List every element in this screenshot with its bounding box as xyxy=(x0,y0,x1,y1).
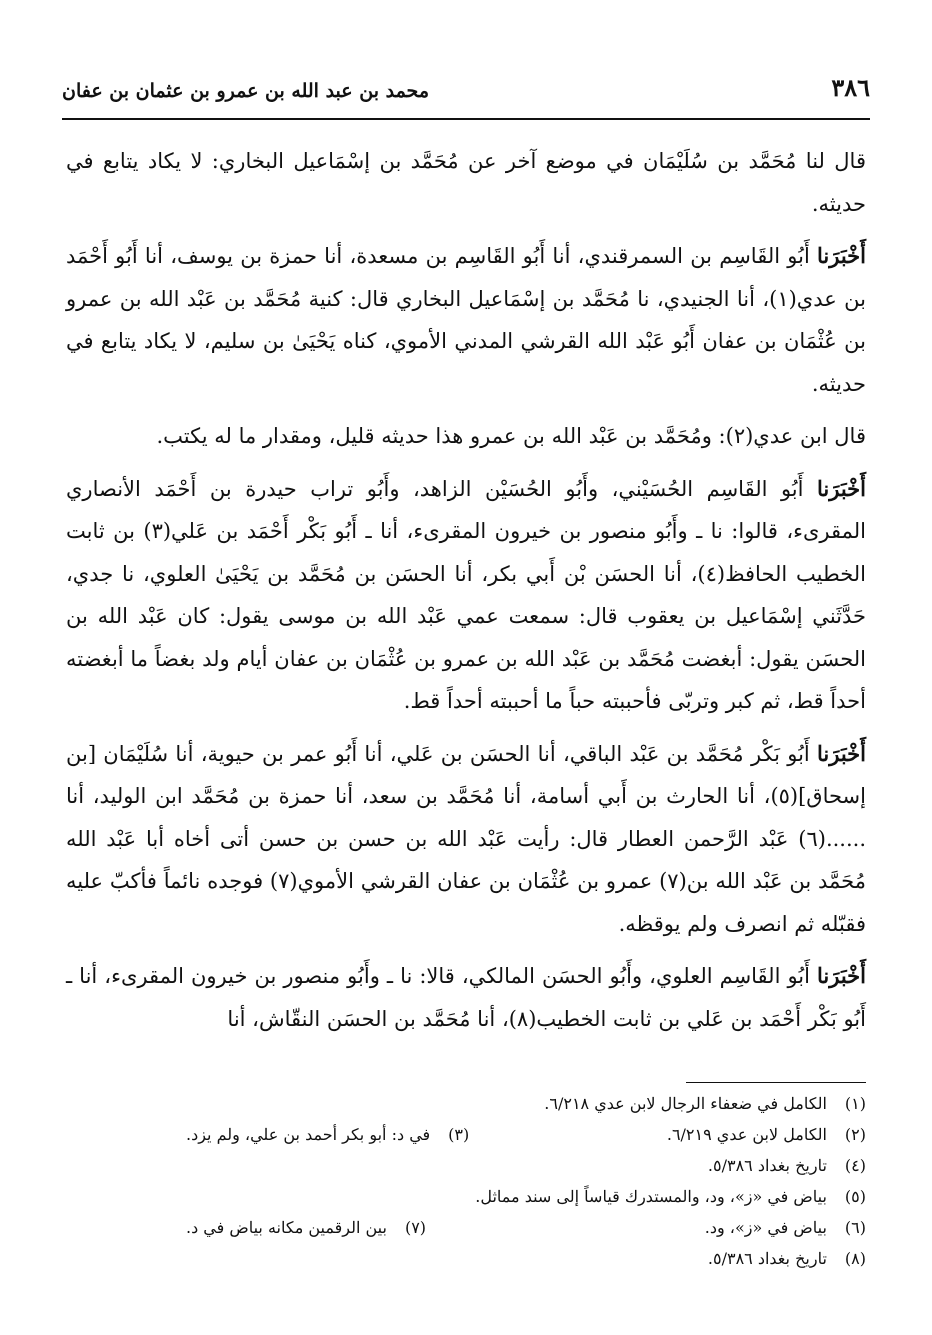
footnote-text: بياض في «ز»، ود. xyxy=(704,1218,827,1237)
footnote-number: (٢) xyxy=(844,1125,866,1144)
footnote-row xyxy=(66,1119,866,1150)
footnote-1 xyxy=(544,1088,866,1119)
footnote-number: (٧) xyxy=(404,1218,427,1237)
footnote-text: في د: أبو بكر أحمد بن علي، ولم يزد. xyxy=(186,1125,431,1144)
footnote-5 xyxy=(475,1181,866,1212)
footnote-6 xyxy=(705,1212,866,1243)
footnote-number: (٦) xyxy=(844,1218,866,1237)
footnote-text: بين الرقمين مكانه بياض في د. xyxy=(186,1218,387,1237)
paragraph-text: أَبُو بَكْر مُحَمَّد بن عَبْد الباقي، أنا الحسَن بن عَلي، أنا أَبُو عمر بن حيوية، أنا سُلَيْمَان [بن إسحاق](٥)، أنا الحارث بن أَبي أسامة، أنا مُحَمَّد بن سعد، أنا حمزة بن مُحَمَّد ابن الوليد، أنا ......(٦) عَبْد الرَّحمن العطار قال: رأيت عَبْد الله بن حسن بن حسن أتى أخاه أبا عَبْد الله مُحَمَّد بن عَبْد الله بن(٧) عمرو بن عُثْمَان بن عفان القرشي الأموي(٧) فوجده نائماً فأكبّ عليه فقبّله ثم انصرف ولم يوقظه. xyxy=(66,741,866,936)
footnote-number: (٥) xyxy=(844,1187,866,1206)
paragraph-text: أَبُو القَاسِم العلوي، وأَبُو الحسَن المالكي، قالا: نا ـ وأَبُو منصور بن خيرون المقرىء، أنا ـ أَبُو بَكْر أَحْمَد بن عَلي بن ثابت الخطيب(٨)، أنا مُحَمَّد بن الحسَن النقّاش، أنا xyxy=(66,964,866,1031)
header-rule xyxy=(62,118,870,120)
paragraph-text: قال لنا مُحَمَّد بن سُلَيْمَان في موضع آخر عن مُحَمَّد بن إسْمَاعيل البخاري: لا يكاد يتابع في حديثه. xyxy=(66,149,866,216)
paragraph-4 xyxy=(66,468,866,723)
footnote-row xyxy=(66,1150,866,1181)
footnote-text: بياض في «ز»، ود، والمستدرك قياساً إلى سند مماثل. xyxy=(475,1187,827,1206)
footnote-text: تاريخ بغداد ٥/٣٨٦. xyxy=(707,1249,827,1268)
footnote-number: (٤) xyxy=(844,1156,866,1175)
footnote-rule xyxy=(686,1082,866,1083)
paragraph-1 xyxy=(66,140,866,225)
page-number: ٣٨٦ xyxy=(831,73,870,102)
page-header xyxy=(62,68,870,102)
paragraph-6 xyxy=(66,955,866,1040)
footnote-2 xyxy=(667,1119,866,1150)
footnote-8 xyxy=(708,1243,866,1274)
paragraph-5 xyxy=(66,733,866,946)
footnote-number: (٨) xyxy=(844,1249,866,1268)
running-title: محمد بن عبد الله بن عمرو بن عثمان بن عفان xyxy=(62,80,429,102)
lead-word: أَخْبَرَنا xyxy=(817,963,866,988)
footnote-row xyxy=(66,1243,866,1274)
lead-word: أَخْبَرَنا xyxy=(817,740,866,766)
footnote-7 xyxy=(66,1212,426,1243)
main-text xyxy=(66,140,866,1050)
footnote-row xyxy=(66,1181,866,1212)
footnote-text: الكامل في ضعفاء الرجال لابن عدي ٦/٢١٨. xyxy=(544,1094,827,1113)
lead-word: أَخْبَرَنا xyxy=(817,475,866,501)
footnote-number: (١) xyxy=(844,1094,866,1113)
paragraph-text: أَبُو القَاسِم الحُسَيْني، وأَبُو الحُسَيْن الزاهد، وأَبُو تراب حيدرة بن أَحْمَد الأنصاري المقرىء، قالوا: نا ـ وأَبُو منصور بن خيرون المقرىء، أنا ـ أَبُو بَكْر أَحْمَد بن عَلي(٣) بن ثابت الخطيب الحافظ(٤)، أنا الحسَن بْن أَبي بكر، أنا الحسَن بن مُحَمَّد بن يَحْيَىٰ العلوي، نا جدي، حَدَّثَني إسْمَاعيل بن يعقوب قال: سمعت عمي عَبْد الله بن موسى يقول: كان عَبْد الله بن الحسَن يقول: أبغضت مُحَمَّد بن عَبْد الله بن عمرو بن عُثْمَان بن عفان أيام ولد بغضاً ما أبغضته أحداً قط، ثم كبر وتربّى فأحببته حباً ما أحببته أحداً قط. xyxy=(66,476,866,713)
paragraph-3 xyxy=(66,415,866,458)
footnote-4 xyxy=(708,1150,866,1181)
footnotes xyxy=(66,1088,866,1274)
footnote-text: تاريخ بغداد ٥/٣٨٦. xyxy=(707,1156,827,1175)
footnote-row xyxy=(66,1212,866,1243)
footnote-number: (٣) xyxy=(448,1125,470,1144)
paragraph-2 xyxy=(66,235,866,405)
footnote-3 xyxy=(66,1119,469,1150)
paragraph-text: قال ابن عدي(٢): ومُحَمَّد بن عَبْد الله بن عمرو هذا حديثه قليل، ومقدار ما له يكتب. xyxy=(156,424,866,448)
lead-word: أَخْبَرَنا xyxy=(817,243,866,268)
paragraph-text: أَبُو القَاسِم بن السمرقندي، أنا أَبُو القَاسِم بن مسعدة، أنا حمزة بن يوسف، أنا أَبُو أَحْمَد بن عدي(١)، أنا الجنيدي، نا مُحَمَّد بن إسْمَاعيل البخاري قال: كنية مُحَمَّد بن عَبْد الله بن عمرو بن عُثْمَان بن عفان أَبُو عَبْد الله القرشي المدني الأموي، كناه يَحْيَىٰ بن سليم، لا يكاد يتابع في حديثه. xyxy=(66,244,866,396)
footnote-text: الكامل لابن عدي ٦/٢١٩. xyxy=(666,1125,827,1144)
footnote-row xyxy=(66,1088,866,1119)
